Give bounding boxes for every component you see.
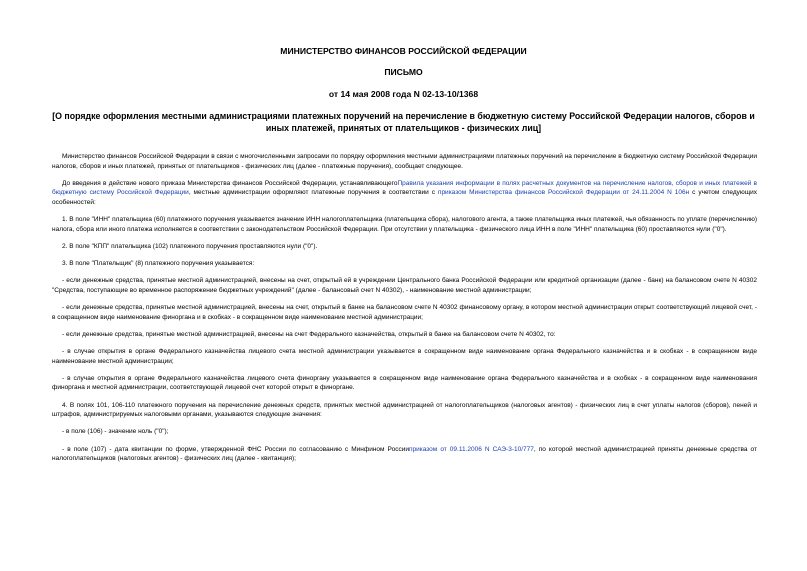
paragraph-text: До введения в действие нового приказа Министерства финансов Российской Федерации, устанавливающего (62, 179, 398, 187)
paragraph-text: , местные администрации оформляют платежные поручения в соответствии с (188, 189, 438, 197)
paragraph-item-3-b: - если денежные средства, принятые местной администрацией, внесены на счет, открытый в банке на балансовом счете N 40302 финансовому органу, в котором местной администрации открыт соответствующий лицевой счет, - в сокращенном виде наименование финоргана и в скобках - в сокращенном виде наименование местной администрации; (52, 304, 757, 321)
paragraph-item-4: 4. В полях 101, 106-110 платежного поручения на перечисление денежных средств, принятых местной администрацией от налогоплательщиков (налоговых агентов) - физических лиц в счет уплаты налогов (сборов), пеней и штрафов, администрируемых налоговыми органами, указываются следующие значения: (52, 401, 757, 419)
order-sae-link[interactable]: приказом от 09.11.2006 N САЭ-3-10/777 (408, 445, 534, 453)
paragraph-item-3-a: - если денежные средства, принятые местной администрацией, внесены на счет, открытый ей в учреждении Центрального банка Российской Федерации или кредитной организации (далее - банк) на балансовом счете N 40302 "Средства, поступающие во временное распоряжение бюджетных учреждений" (далее - балансовый счет N 40302), - наименование местной администрации; (52, 277, 757, 294)
paragraph-text: - в поле (107) - дата квитанции по форме, утвержденной ФНС России по согласованию с Минфином России (62, 445, 409, 453)
paragraph-rules (52, 179, 757, 208)
paragraph-item-3-c-1: - в случае открытия в органе Федерального казначейства лицевого счета местной администрации указывается в сокращенном виде наименование органа Федерального казначейства и в скобках - в сокращенном виде наименование местной администрации; (52, 348, 757, 365)
paragraph-text: , по которой местной администрацией приняты денежные средства от налогоплательщиков (налоговых агентов) - физических лиц (далее - квитанция); (52, 445, 757, 463)
paragraph-item-4-a: - в поле (106) - значение ноль ("0"); (62, 428, 169, 436)
paragraph-item-4-b (52, 445, 757, 464)
document-type: ПИСЬМО (384, 67, 423, 77)
paragraph-item-3-c-2: - в случае открытия в органе Федерального казначейства лицевого счета финоргану указывается в сокращенном виде наименование органа Федерального казначейства и в скобках - в сокращенном виде наименования финоргана и местной администрации, соответствующей лицевой счет которой открыт в финоргане. (52, 374, 757, 392)
paragraph-item-3-c: - если денежные средства, принятые местной администрацией, внесены на счет Федерального казначейства, открытый в банке на балансовом счете N 40302, то: (62, 330, 556, 338)
rules-link[interactable]: Правила указания информации в полях расчетных документов на перечисление налогов, сборов и иных платежей в бюджетную систему Российской Федерации (52, 179, 758, 197)
paragraph-item-1: 1. В поле "ИНН" плательщика (60) платежного поручения указывается значение ИНН налогоплательщика (плательщика сбора), налогового агента, а также плательщика иных платежей, чья обязанность по уплате (перечислению) налога, сбора или иного платежа исполняется в соответствии с законодательством Российской Федерации. При отсутствии у плательщика - физического лица ИНН в поле "ИНН" плательщика (60) проставляются нули ("0"). (52, 216, 757, 233)
document-body (52, 152, 757, 471)
paragraph-intro: Министерство финансов Российской Федерации в связи с многочисленными запросами по порядку оформления местными администрациями платежных поручений на перечисление в бюджетную систему Российской Федерации налогов, сборов и иных платежей, принятых от плательщиков - физических лиц (далее - платежные поручения), сообщает следующее. (52, 153, 757, 170)
paragraph-text: с учетом следующих особенностей: (52, 189, 757, 206)
document-subject: [О порядке оформления местными администрациями платежных поручений на перечисление в бюджетную систему Российской Федерации налогов, сборов и иных платежей, принятых от плательщиков - физических лиц] (52, 111, 755, 133)
paragraph-item-3: 3. В поле "Плательщик" (8) платежного поручения указывается: (62, 260, 255, 268)
order-106n-link[interactable]: приказом Министерства финансов Российской Федерации от 24.11.2004 N 106н (437, 189, 690, 197)
paragraph-item-2: 2. В поле "КПП" плательщика (102) платежного поручения проставляются нули ("0"). (62, 242, 318, 250)
document-date-number: от 14 мая 2008 года N 02-13-10/1368 (328, 89, 479, 99)
ministry-title: МИНИСТЕРСТВО ФИНАНСОВ РОССИЙСКОЙ ФЕДЕРАЦИИ (280, 46, 527, 56)
